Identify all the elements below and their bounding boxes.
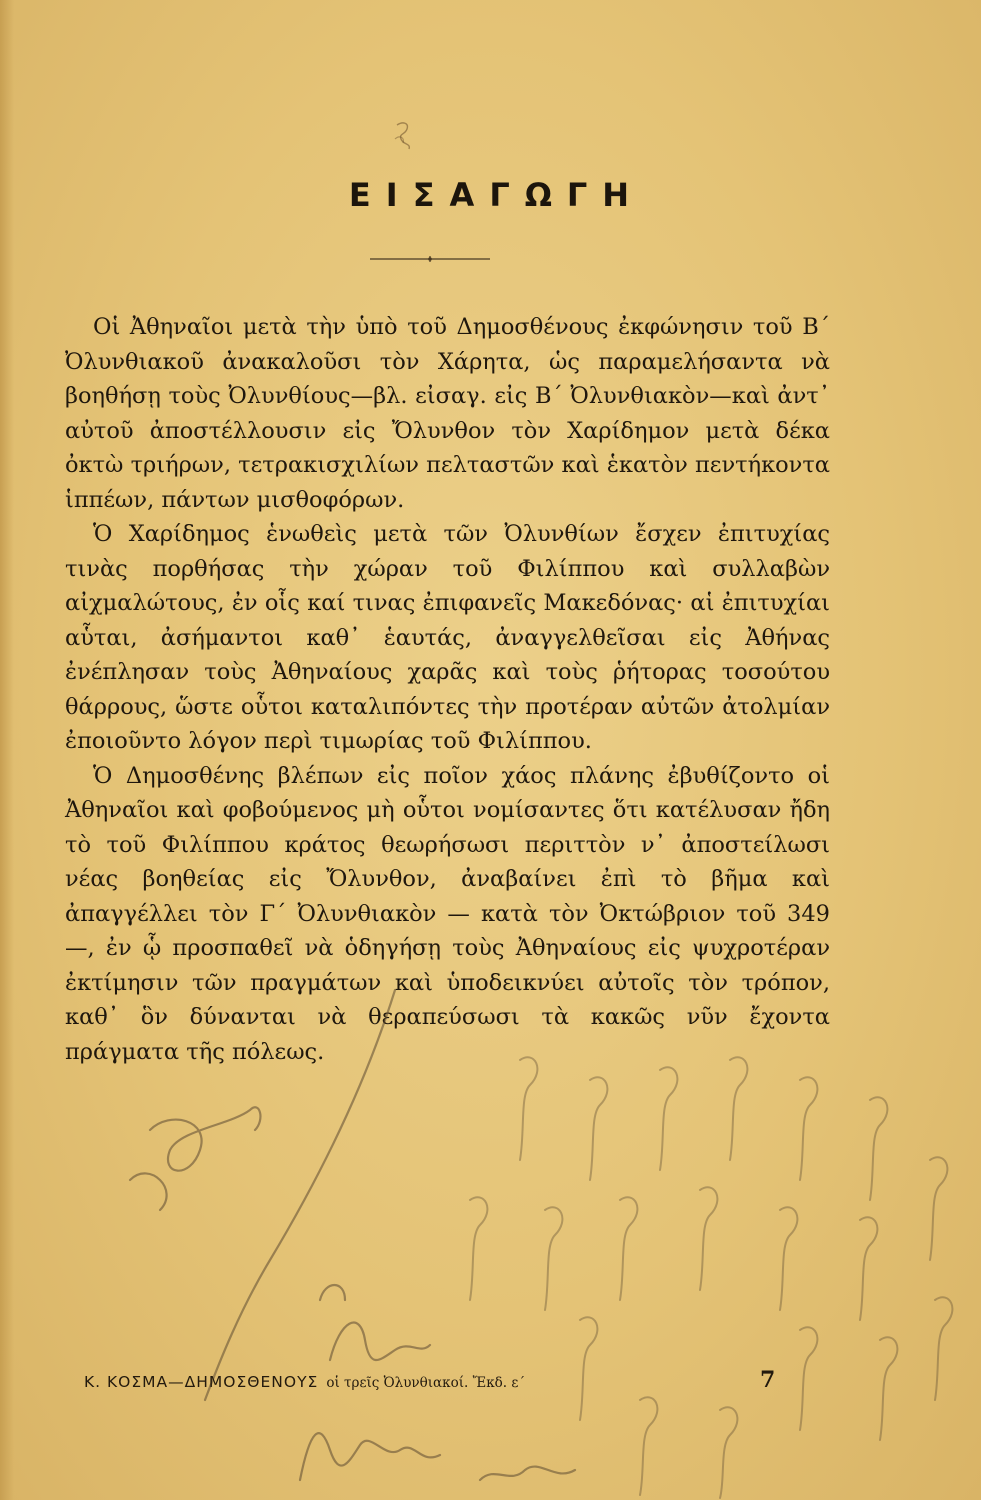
main-text bbox=[65, 310, 830, 1069]
page-number: 7 bbox=[760, 1367, 776, 1393]
top-ornament-mark bbox=[385, 115, 425, 155]
footer-author: Κ. ΚΟΣΜΑ—ΔΗΜΟΣΘΕΝΟΥΣ bbox=[84, 1373, 319, 1391]
paragraph-2: Ὁ Χαρίδημος ἑνωθεὶς μετὰ τῶν Ὀλυνθίων ἔσχεν ἐπιτυχίας τινὰς πορθήσας τὴν χώραν τοῦ Φιλίππου καὶ συλλαβὼν αἰχμαλώτους, ἐν οἷς καί τινας ἐπιφανεῖς Μακεδόνας· αἱ ἐπιτυχίαι αὗται, ἀσήμαντοι καθ᾽ ἑαυτάς, ἀναγγελθεῖσαι εἰς Ἀθήνας ἐνέπλησαν τοὺς Ἀθηναίους χαρᾶς καὶ τοὺς ῥήτορας τοσούτου θάρρους, ὥστε οὗτοι καταλιπόντες τὴν προτέραν αὐτῶν ἀτολμίαν ἐποιοῦντο λόγον περὶ τιμωρίας τοῦ Φιλίππου. bbox=[65, 521, 830, 754]
title-divider bbox=[370, 256, 490, 262]
footer-book-title: οἱ τρεῖς Ὀλυνθιακοί. Ἔκδ. ε΄ bbox=[326, 1375, 526, 1391]
paragraph-3: Ὁ Δημοσθένης βλέπων εἰς ποῖον χάος πλάνης ἐβυθίζοντο οἱ Ἀθηναῖοι καὶ φοβούμενος μὴ οὗτοι νομίσαντες ὅτι κατέλυσαν ἤδη τὸ τοῦ Φιλίππου κράτος θεωρήσωσι περιττὸν ν᾽ ἀποστείλωσι νέας βοηθείας εἰς Ὄλυνθον, ἀναβαίνει ἐπὶ τὸ βῆμα καὶ ἀπαγγέλλει τὸν Γ΄ Ὀλυνθιακὸν — κατὰ τὸν Ὀκτώβριον τοῦ 349 —, ἐν ᾧ προσπαθεῖ νὰ ὁδηγήσῃ τοὺς Ἀθηναίους εἰς ψυχροτέραν ἐκτίμησιν τῶν πραγμάτων καὶ ὑποδεικνύει αὐτοῖς τὸν τρόπον, καθ᾽ ὃν δύνανται νὰ θεραπεύσωσι τὰ κακῶς νῦν ἔχοντα πράγματα τῆς πόλεως. bbox=[65, 762, 830, 1065]
paragraph-1: Οἱ Ἀθηναῖοι μετὰ τὴν ὑπὸ τοῦ Δημοσθένους ἐκφώνησιν τοῦ Β΄ Ὀλυνθιακοῦ ἀνακαλοῦσι τὸν Χάρητα, ὡς παραμελήσαντα νὰ βοηθήσῃ τοὺς Ὀλυνθίους—βλ. εἰσαγ. εἰς Β΄ Ὀλυνθιακὸν—καὶ ἀντ᾽ αὐτοῦ ἀποστέλλουσιν εἰς Ὄλυνθον τὸν Χαρίδημον μετὰ δέκα ὀκτὼ τριήρων, τετρακισχιλίων πελταστῶν καὶ ἑκατὸν πεντήκοντα ἱππέων, πάντων μισθοφόρων. bbox=[65, 314, 830, 513]
page-footer bbox=[84, 1373, 784, 1391]
page-edge-shadow bbox=[0, 0, 14, 1500]
page-title: ΕΙΣΑΓΩΓΗ bbox=[348, 176, 645, 214]
